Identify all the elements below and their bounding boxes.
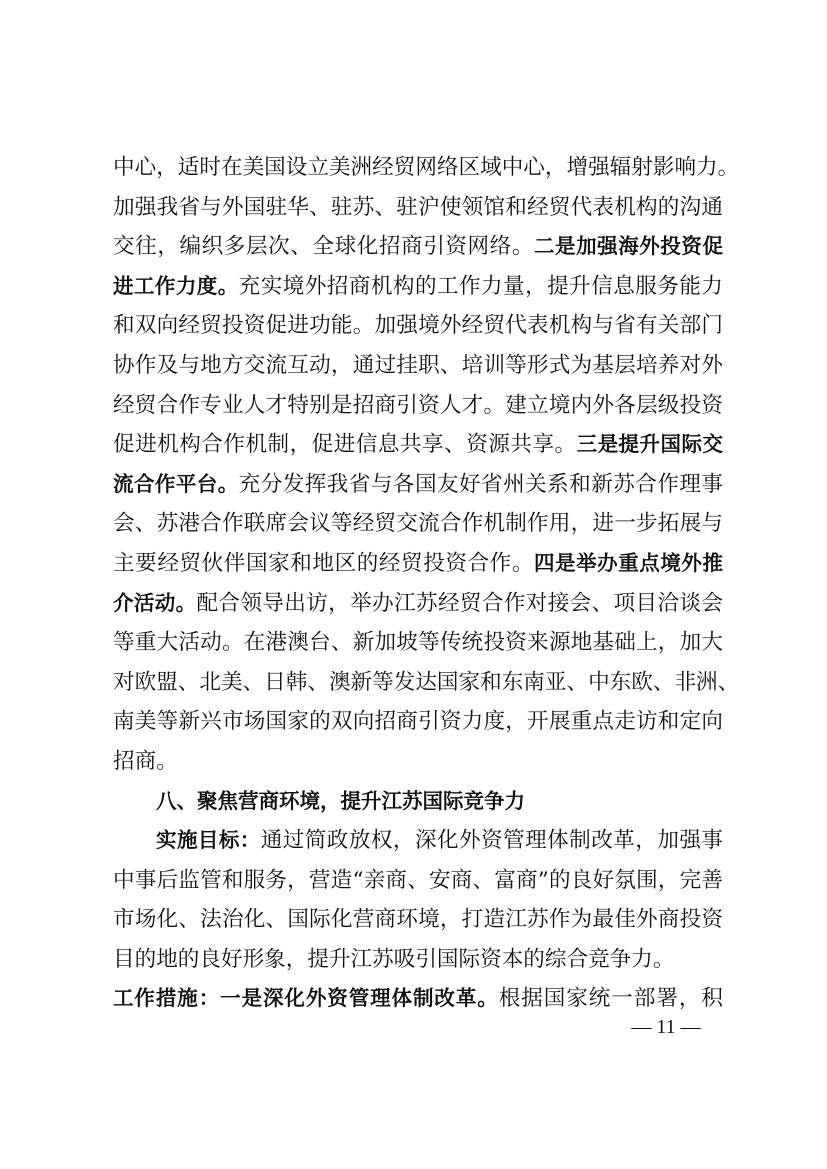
section-heading: 八、聚焦营商环境，提升江苏国际竞争力 xyxy=(156,788,525,813)
body-text xyxy=(113,148,740,1019)
text-line: 对欧盟、北美、日韩、澳新等发达国家和东南亚、中东欧、非洲、 xyxy=(113,669,740,695)
text-line: 加强我省与外国驻华、驻苏、驻沪使领馆和经贸代表机构的沟通 xyxy=(113,194,723,220)
text-line: 交往，编织多层次、全球化招商引资网络。二是加强海外投资促 xyxy=(113,234,723,260)
bold-measure-title: 介活动。 xyxy=(113,590,197,615)
text-line: 招商。 xyxy=(113,748,178,774)
text-line: 市场化、法治化、国际化营商环境，打造江苏作为最佳外商投资 xyxy=(113,907,723,933)
text-line: 中心，适时在美国设立美洲经贸网络区域中心，增强辐射影响力。 xyxy=(113,155,740,180)
text-line: 工作措施：一是深化外资管理体制改革。根据国家统一部署，积 xyxy=(113,986,723,1012)
text-line: 介活动。配合领导出访，举办江苏经贸合作对接会、项目洽谈会 xyxy=(113,590,723,616)
text-line: 主要经贸伙伴国家和地区的经贸投资合作。四是举办重点境外推 xyxy=(113,550,723,576)
bold-measure-title: 三是提升国际交 xyxy=(576,432,723,457)
bold-measure-title: 流合作平台。 xyxy=(113,471,239,496)
bold-measure-title: 四是举办重点境外推 xyxy=(533,550,723,575)
text-line: 会、苏港合作联席会议等经贸交流合作机制作用，进一步拓展与 xyxy=(113,511,723,537)
text-line: 流合作平台。充分发挥我省与各国友好省州关系和新苏合作理事 xyxy=(113,471,723,497)
bold-measure-title: 进工作力度。 xyxy=(113,273,239,298)
text-line: 中事后监管和服务，营造“亲商、安商、富商”的良好氛围，完善 xyxy=(113,867,723,893)
page-number: — 11 — xyxy=(631,1016,701,1038)
text-line: 协作及与地方交流互动，通过挂职、培训等形式为基层培养对外 xyxy=(113,352,723,378)
bold-label-implementation-goal: 实施目标： xyxy=(156,828,261,853)
text-line: 促进机构合作机制，促进信息共享、资源共享。三是提升国际交 xyxy=(113,432,723,458)
text-line: 等重大活动。在港澳台、新加坡等传统投资来源地基础上，加大 xyxy=(113,630,723,656)
text-line: 进工作力度。充实境外招商机构的工作力量，提升信息服务能力 xyxy=(113,273,723,299)
text-line: 和双向经贸投资促进功能。加强境外经贸代表机构与省有关部门 xyxy=(113,313,723,339)
text-line: 经贸合作专业人才特别是招商引资人才。建立境内外各层级投资 xyxy=(113,392,723,418)
bold-measure-title: 一是深化外资管理体制改革。 xyxy=(220,986,499,1011)
text-line: 目的地的良好形象，提升江苏吸引国际资本的综合竞争力。 xyxy=(113,946,675,972)
text-line: 实施目标：通过简政放权，深化外资管理体制改革，加强事 xyxy=(156,828,723,854)
text-line: 南美等新兴市场国家的双向招商引资力度，开展重点走访和定向 xyxy=(113,709,723,735)
bold-label-work-measures: 工作措施： xyxy=(113,986,221,1011)
bold-measure-title: 二是加强海外投资促 xyxy=(533,234,723,259)
